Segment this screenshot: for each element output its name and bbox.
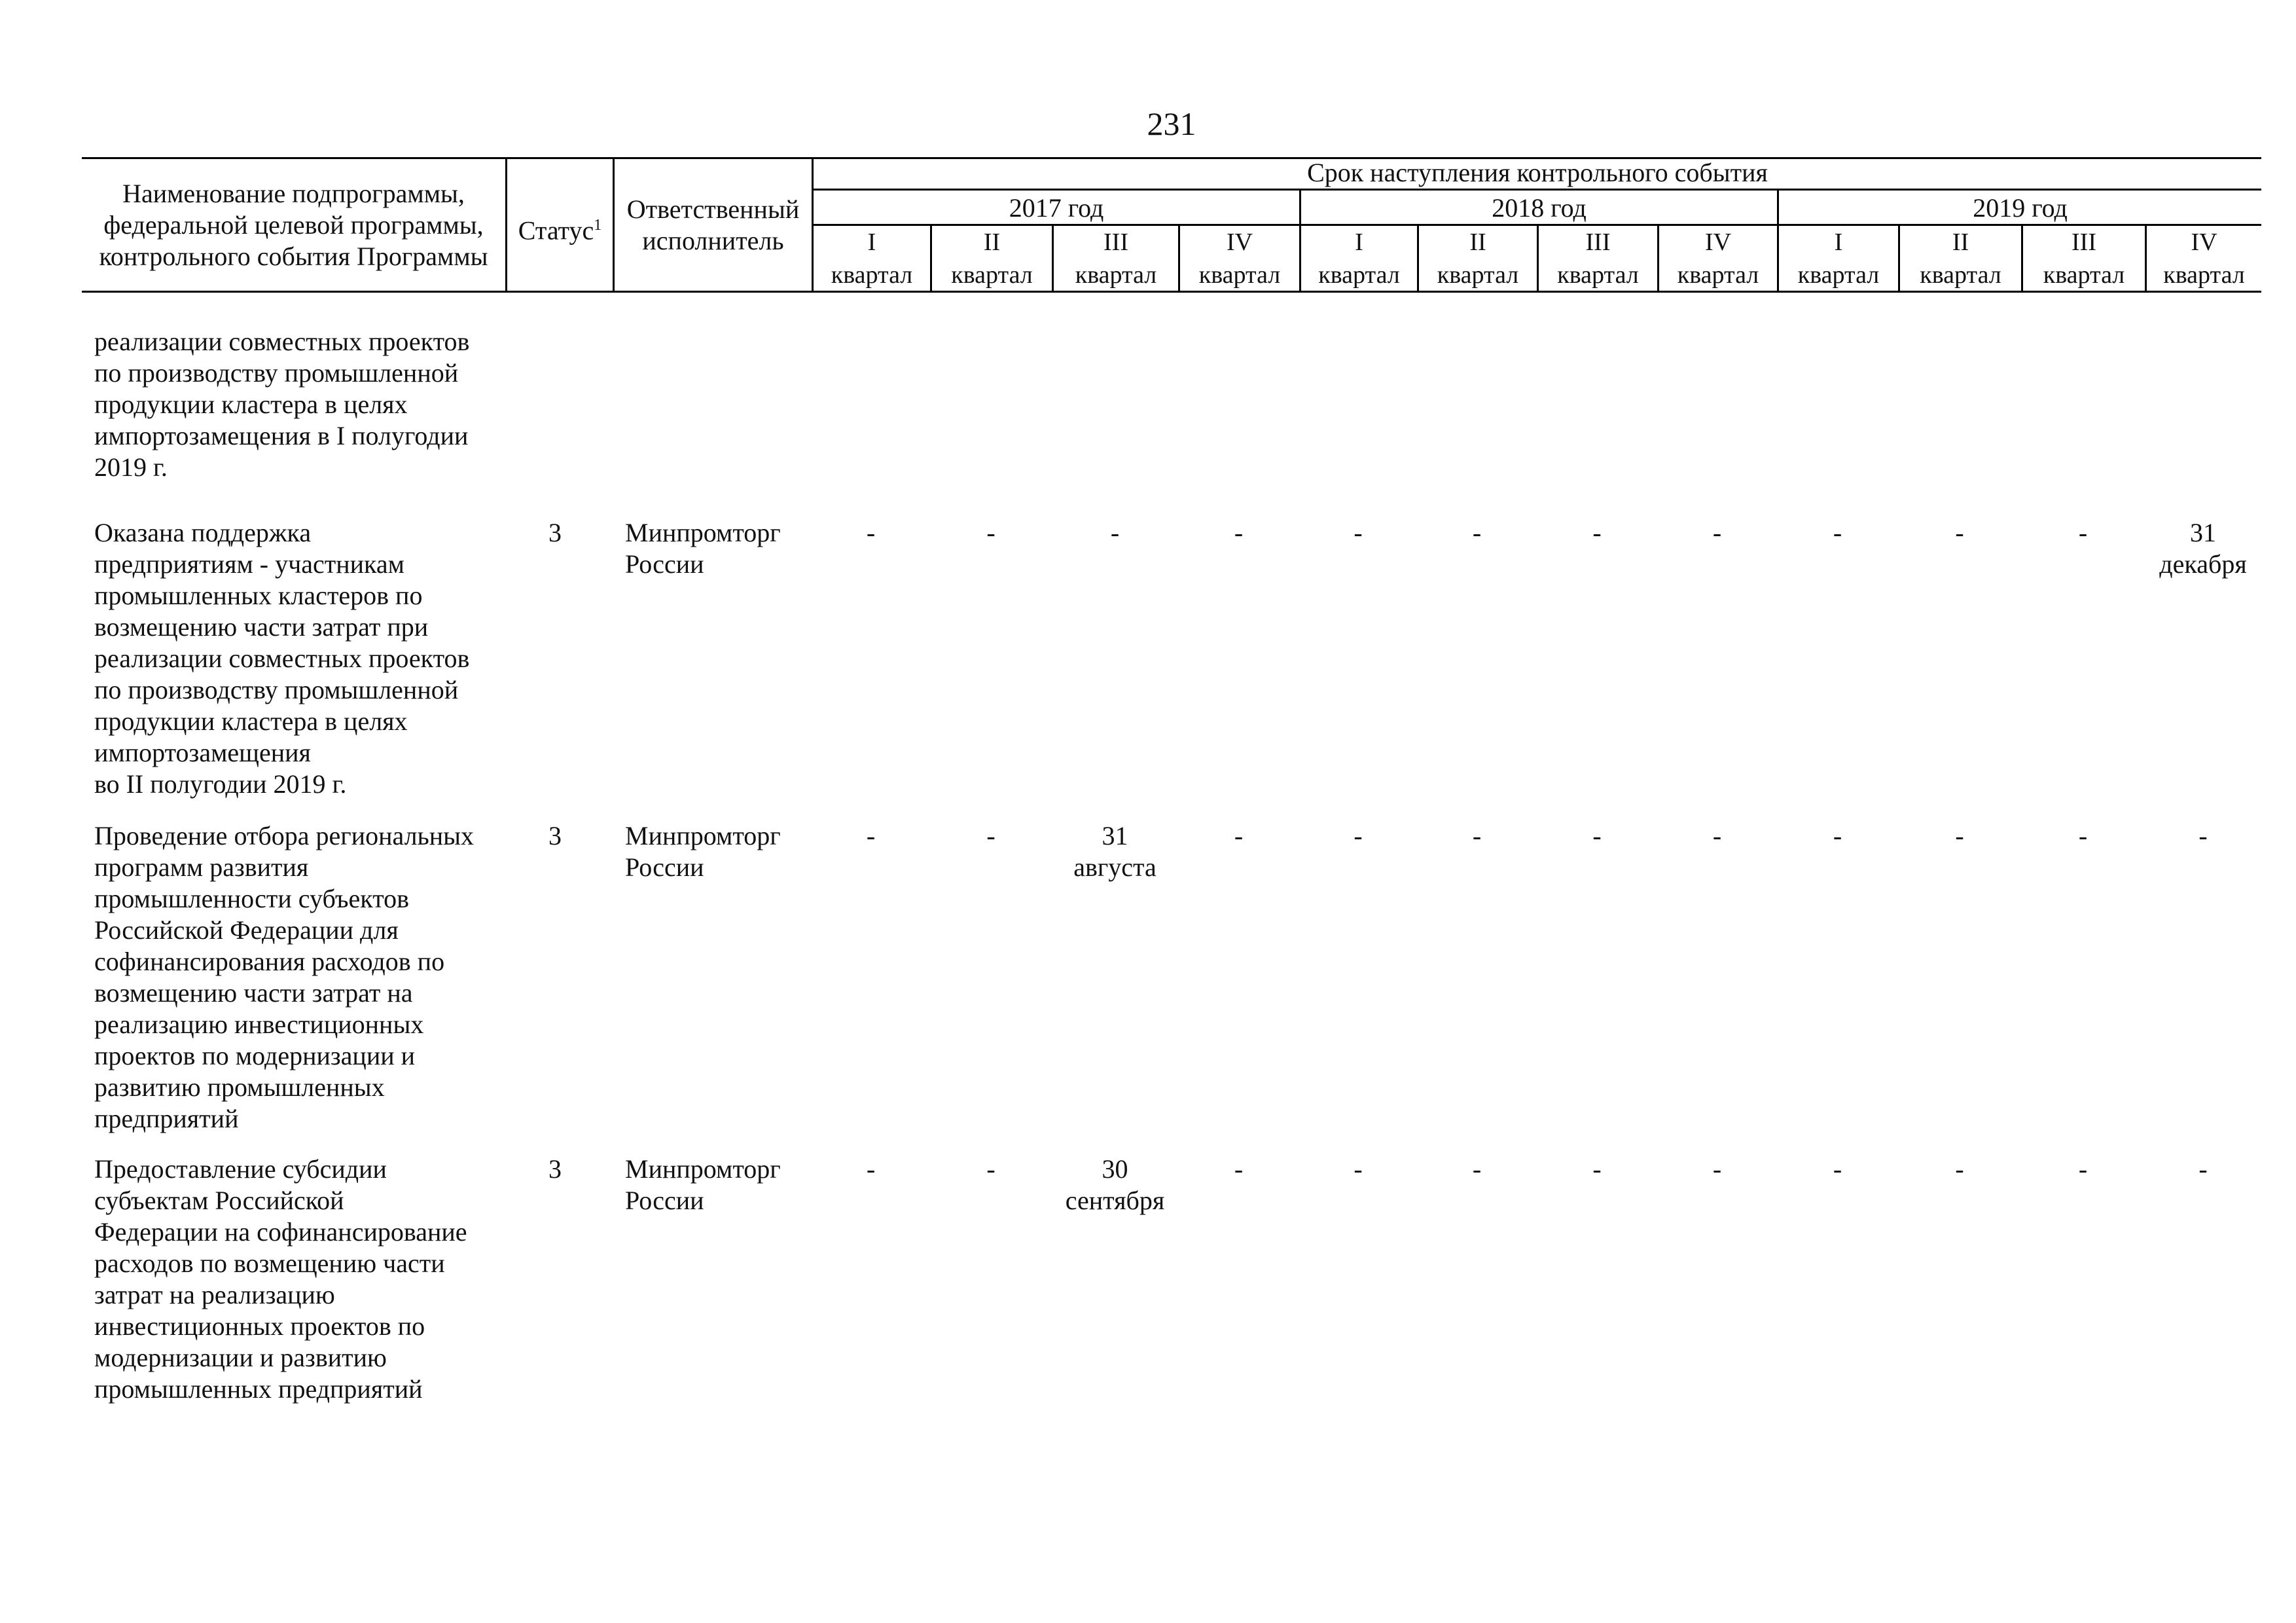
header-name-col: Наименование подпрограммы, федеральной целевой программы, контрольного события Программы <box>99 179 488 271</box>
quarter-numeral: I <box>1834 228 1843 256</box>
empty-dash: - <box>1833 821 1842 850</box>
period-title-rule <box>812 189 2261 191</box>
quarter-word: квартал <box>1198 261 1281 289</box>
header-period-title: Срок наступления контрольного события <box>1307 158 1768 187</box>
empty-dash: - <box>2078 821 2088 850</box>
empty-dash: - <box>1712 1154 1722 1184</box>
header-year-2018: 2018 год <box>1492 193 1587 223</box>
empty-dash: - <box>1955 821 1964 850</box>
empty-dash: - <box>1234 821 1244 850</box>
quarter-word: квартал <box>831 261 913 289</box>
empty-dash: - <box>2198 1154 2208 1184</box>
event-executor: Минпромторг России <box>625 1154 781 1215</box>
quarter-word: квартал <box>1437 261 1519 289</box>
empty-dash: - <box>1955 518 1964 547</box>
empty-dash: - <box>1354 821 1363 850</box>
empty-dash: - <box>1234 1154 1244 1184</box>
page-number: 231 <box>1147 105 1196 142</box>
event-name: Проведение отбора региональных программ развития промышленности субъектов Российской Федерации для софинансирования расходов по возмещению части затрат на реализацию инвестиционных проектов по модернизации и развитию промышленных предприятий <box>94 821 475 1133</box>
event-status: 3 <box>548 518 562 547</box>
empty-dash: - <box>1354 518 1363 547</box>
empty-dash: - <box>1712 518 1722 547</box>
empty-dash: - <box>1955 1154 1964 1184</box>
empty-dash: - <box>1354 1154 1363 1184</box>
quarter-numeral: II <box>983 228 1001 256</box>
event-name: Предоставление субсидии субъектам Российской Федерации на софинансирование расходов по возмещению части затрат на реализацию инвестиционных проектов по модернизации и развитию промышленных предприятий <box>94 1154 467 1404</box>
empty-dash: - <box>1234 518 1244 547</box>
quarter-numeral: I <box>1355 228 1363 256</box>
empty-dash: - <box>1592 518 1602 547</box>
quarter-word: квартал <box>1920 261 2001 289</box>
quarter-word: квартал <box>951 261 1033 289</box>
event-date: 31 августа <box>1073 821 1157 882</box>
quarter-numeral: IV <box>2191 228 2217 256</box>
event-executor: Минпромторг России <box>625 821 781 882</box>
quarter-numeral: III <box>2072 228 2096 256</box>
empty-dash: - <box>2078 1154 2088 1184</box>
empty-dash: - <box>986 1154 996 1184</box>
empty-dash: - <box>2198 821 2208 850</box>
empty-dash: - <box>1833 518 1842 547</box>
quarter-word: квартал <box>1318 261 1400 289</box>
empty-dash: - <box>1833 1154 1842 1184</box>
event-executor: Минпромторг России <box>625 518 781 579</box>
empty-dash: - <box>1472 1154 1482 1184</box>
quarter-numeral: II <box>1952 228 1969 256</box>
header-year-2017: 2017 год <box>1009 193 1104 223</box>
event-status: 3 <box>548 821 562 850</box>
empty-dash: - <box>866 1154 876 1184</box>
empty-dash: - <box>1712 821 1722 850</box>
empty-dash: - <box>986 821 996 850</box>
empty-dash: - <box>866 518 876 547</box>
header-status-footnote: 1 <box>594 217 602 234</box>
quarter-word: квартал <box>1075 261 1157 289</box>
header-status-label: Статус <box>518 215 594 246</box>
quarter-numeral: III <box>1103 228 1128 256</box>
empty-dash: - <box>1472 518 1482 547</box>
header-year-2019: 2019 год <box>1973 193 2068 223</box>
quarter-word: квартал <box>2163 261 2245 289</box>
empty-dash: - <box>1592 1154 1602 1184</box>
quarter-numeral: I <box>867 228 876 256</box>
empty-dash: - <box>866 821 876 850</box>
empty-dash: - <box>1472 821 1482 850</box>
empty-dash: - <box>1592 821 1602 850</box>
quarter-numeral: IV <box>1704 228 1732 256</box>
quarter-numeral: II <box>1469 228 1486 256</box>
header-status-col <box>507 210 613 246</box>
empty-dash: - <box>986 518 996 547</box>
quarter-word: квартал <box>2043 261 2125 289</box>
event-date: 31 декабря <box>2159 518 2247 579</box>
quarter-numeral: IV <box>1226 228 1253 256</box>
header-executor-col: Ответственный исполнитель <box>626 194 800 255</box>
event-date: 30 сентября <box>1065 1154 1165 1215</box>
quarter-word: квартал <box>1677 261 1759 289</box>
empty-dash: - <box>2078 518 2088 547</box>
event-name: реализации совместных проектов по производству промышленной продукции кластера в целях импортозамещения в I полугодии 2019 г. <box>94 327 470 482</box>
empty-dash: - <box>1110 518 1120 547</box>
event-name: Оказана поддержка предприятиям - участникам промышленных кластеров по возмещению части затрат при реализации совместных проектов по производству промышленной продукции кластера в целях импортозамещения во II полугодии 2019 г. <box>94 518 470 799</box>
header-bottom-rule <box>82 291 2261 293</box>
quarter-word: квартал <box>1557 261 1639 289</box>
quarter-numeral: III <box>1585 228 1611 256</box>
quarter-word: квартал <box>1797 261 1880 289</box>
event-status: 3 <box>548 1154 562 1184</box>
